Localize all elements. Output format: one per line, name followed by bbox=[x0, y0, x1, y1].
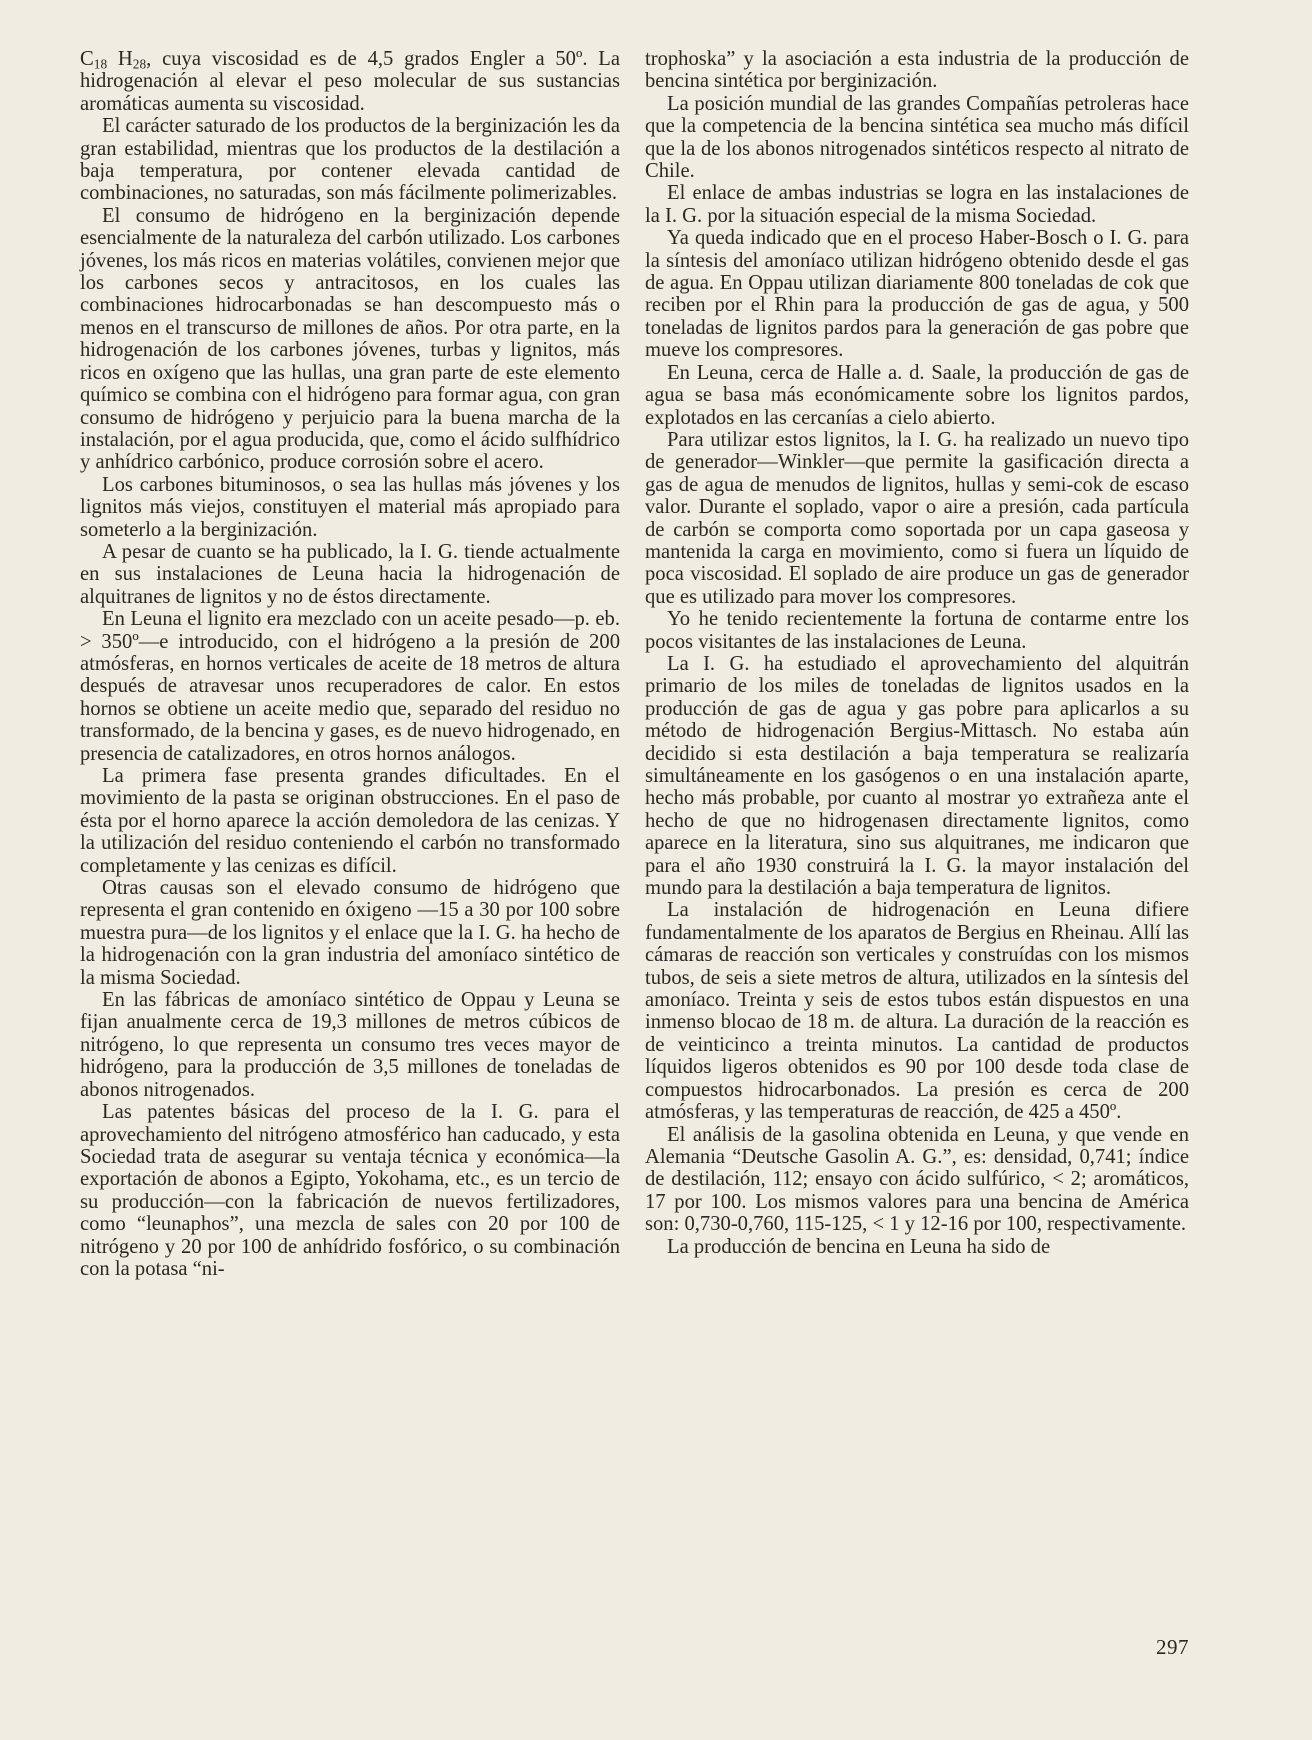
paragraph: La I. G. ha estudiado el aprovechamiento del alquitrán primario de los miles de toneladas de lignitos usados en la producción de gas de agua y gas pobre para aplicarlos a su método de hidrogenación Bergius-Mittasch. No estaba aún decidido si esta destilación a baja temperatura se realizaría simultáneamente en los gasógenos o en una instalación aparte, hecho más probable, por cuanto al mostrar yo extrañeza ante el hecho de que no hidrogenasen directamente lignitos, como aparece en la literatura, sino sus alquitranes, me indicaron que para el año 1930 construirá la I. G. la mayor instalación del mundo para la destilación a baja temperatura de lignitos. bbox=[645, 652, 1189, 900]
formula-subscript: 28 bbox=[132, 56, 147, 72]
paragraph: A pesar de cuanto se ha publicado, la I. G. tiende actualmente en sus instalaciones de Leuna hacia la hidrogenación de alquitranes de lignitos y no de éstos directamente. bbox=[80, 540, 620, 608]
formula-hydrogen: H bbox=[107, 48, 133, 70]
page-number: 297 bbox=[1156, 1635, 1189, 1659]
right-column bbox=[645, 48, 1189, 1258]
paragraph: La primera fase presenta grandes dificultades. En el movimiento de la pasta se originan obstrucciones. En el paso de ésta por el horno aparece la acción demoledora de las cenizas. Y la utilización del residuo conteniendo el carbón no transformado completamente y las cenizas es difícil. bbox=[80, 765, 620, 877]
paragraph: Yo he tenido recientemente la fortuna de contarme entre los pocos visitantes de las instalaciones de Leuna. bbox=[645, 608, 1189, 653]
left-column bbox=[80, 48, 620, 1280]
paragraph: El carácter saturado de los productos de la berginización les da gran estabilidad, mientras que los productos de la destilación a baja temperatura, por contener elevada cantidad de combinaciones, no saturadas, son más fácilmente polimerizables. bbox=[80, 115, 620, 205]
paragraph: Las patentes básicas del proceso de la I. G. para el aprovechamiento del nitrógeno atmosférico han caducado, y esta Sociedad trata de asegurar su ventaja técnica y económica—la exportación de abonos a Egipto, Yokohama, etc., es un tercio de su producción—con la fabricación de nuevos fertilizadores, como “leunaphos”, una mezcla de sales con 20 por 100 de nitrógeno y 20 por 100 de anhídrido fosfórico, o su combinación con la potasa “ni- bbox=[80, 1101, 620, 1280]
paragraph: Los carbones bituminosos, o sea las hullas más jóvenes y los lignitos más viejos, constituyen el material más apropiado para someterlo a la berginización. bbox=[80, 473, 620, 541]
paragraph: En las fábricas de amoníaco sintético de Oppau y Leuna se fijan anualmente cerca de 19,3 millones de metros cúbicos de nitrógeno, lo que representa un consumo tres veces mayor de hidrógeno, para la producción de 3,5 millones de toneladas de abonos nitrogenados. bbox=[80, 989, 620, 1101]
paragraph bbox=[80, 48, 620, 115]
formula-carbon: C bbox=[80, 48, 94, 70]
paragraph: El análisis de la gasolina obtenida en Leuna, y que vende en Alemania “Deutsche Gasolin A. G.”, es: densidad, 0,741; índice de destilación, 112; ensayo con ácido sulfúrico, < 2; aromáticos, 17 por 100. Los mismos valores para una bencina de América son: 0,730-0,760, 115-125, < 1 y 12-16 por 100, respectivamente. bbox=[645, 1123, 1189, 1236]
paragraph: En Leuna el lignito era mezclado con un aceite pesado—p. eb. > 350º—e introducido, con el hidrógeno a la presión de 200 atmósferas, en hornos verticales de aceite de 18 metros de altura después de atravesar unos recuperadores de calor. En estos hornos se obtiene un aceite medio que, separado del residuo no transformado, de la bencina y gases, es de nuevo hidrogenado, en presencia de catalizadores, en otros hornos análogos. bbox=[80, 608, 620, 765]
paragraph: Ya queda indicado que en el proceso Haber-Bosch o I. G. para la síntesis del amoníaco utilizan hidrógeno obtenido desde el gas de agua. En Oppau utilizan diariamente 800 toneladas de cok que reciben por el Rhin para la producción de gas de agua, y 500 toneladas de lignitos pardos para la generación de gas pobre que mueve los compresores. bbox=[645, 227, 1189, 362]
paragraph: El consumo de hidrógeno en la berginización depende esencialmente de la naturaleza del carbón utilizado. Los carbones jóvenes, los más ricos en materias volátiles, convienen mejor que los carbones secos y antracitosos, en los cuales las combinaciones hidrocarbonadas se han descompuesto más o menos en el transcurso de millones de años. Por otra parte, en la hidrogenación de los carbones jóvenes, turbas y lignitos, más ricos en oxígeno que las hullas, una gran parte de este elemento químico se combina con el hidrógeno para formar agua, con gran consumo de hidrógeno y perjuicio para la buena marcha de la instalación, por el agua producida, que, como el ácido sulfhídrico y anhídrico carbónico, produce corrosión sobre el acero. bbox=[80, 204, 620, 474]
paragraph-text: , cuya viscosidad es de 4,5 grados Engler a 50º. La hidrogenación al elevar el peso molecular de sus sustancias aromáticas aumenta su viscosidad. bbox=[80, 48, 620, 115]
paragraph: La posición mundial de las grandes Compañías petroleras hace que la competencia de la bencina sintética sea mucho más difícil que la de los abonos nitrogenados sintéticos respecto al nitrato de Chile. bbox=[645, 92, 1189, 183]
paragraph: El enlace de ambas industrias se logra en las instalaciones de la I. G. por la situación especial de la misma Sociedad. bbox=[645, 182, 1189, 227]
paragraph-continuation: trophoska” y la asociación a esta industria de la producción de bencina sintética por berginización. bbox=[645, 48, 1189, 93]
paragraph: Para utilizar estos lignitos, la I. G. ha realizado un nuevo tipo de generador—Winkler—que permite la gasificación directa a gas de agua de menudos de lignitos, hullas y semi-cok de escaso valor. Durante el soplado, vapor o aire a presión, cada partícula de carbón se comporta como soportada por un capa gaseosa y mantenida la carga en movimiento, como si fuera un líquido de poca viscosidad. El soplado de aire produce un gas de generador que es utilizado para mover los compresores. bbox=[645, 428, 1189, 608]
paragraph: Otras causas son el elevado consumo de hidrógeno que representa el gran contenido en óxigeno —15 a 30 por 100 sobre muestra pura—de los lignitos y el enlace que la I. G. ha hecho de la hidrogenación con la gran industria del amoníaco sintético de la misma Sociedad. bbox=[80, 877, 620, 989]
formula-subscript: 18 bbox=[93, 56, 108, 72]
paragraph: La producción de bencina en Leuna ha sido de bbox=[667, 1235, 1051, 1258]
paragraph: La instalación de hidrogenación en Leuna difiere fundamentalmente de los aparatos de Bergius en Rheinau. Allí las cámaras de reacción son verticales y construídas con los mismos tubos, de seis a siete metros de altura, utilizados en la síntesis del amoníaco. Treinta y seis de estos tubos están dispuestos en una inmenso blocao de 18 m. de altura. La duración de la reacción es de veinticinco a treinta minutos. La cantidad de productos líquidos ligeros obtenidos es 90 por 100 desde toda clase de compuestos hidrocarbonados. La presión es cerca de 200 atmósferas, y las temperaturas de reacción, de 425 a 450º. bbox=[645, 899, 1189, 1124]
paragraph: En Leuna, cerca de Halle a. d. Saale, la producción de gas de agua se basa más económicamente sobre los lignitos pardos, explotados en las cercanías a cielo abierto. bbox=[645, 361, 1189, 429]
